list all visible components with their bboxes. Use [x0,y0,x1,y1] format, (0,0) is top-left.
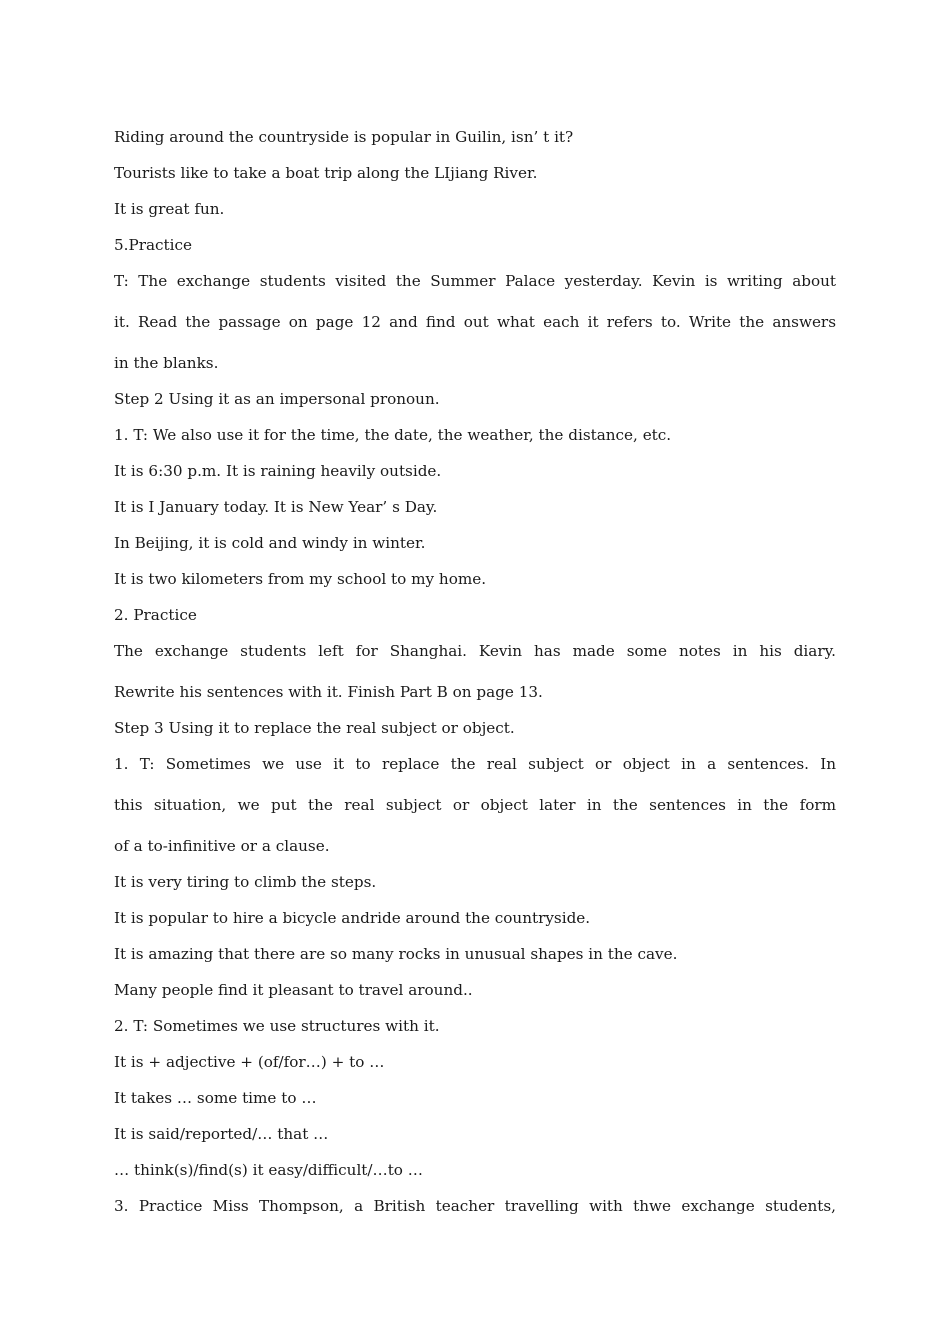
section-heading: 5.Practice [114,236,192,254]
text-line: … think(s)/find(s) it easy/difficult/…to … [114,1161,423,1179]
text-line: Riding around the countryside is popular in Guilin, isn’ t it? [114,128,574,146]
text-line: It is I January today. It is New Year’ s Day. [114,498,438,516]
section-heading: Step 3 Using it to replace the real subject or object. [114,719,515,737]
text-line: Tourists like to take a boat trip along the LIjiang River. [114,164,538,182]
text-line: this situation, we put the real subject or object later in the sentences in the form [114,796,836,814]
text-line: In Beijing, it is cold and windy in winter. [114,534,426,552]
text-line: It is two kilometers from my school to my home. [114,570,487,588]
text-line: Many people find it pleasant to travel around.. [114,981,473,999]
text-line: It is very tiring to climb the steps. [114,873,377,891]
text-line: in the blanks. [114,354,219,372]
text-line: It takes … some time to … [114,1089,317,1107]
text-line: 2. T: Sometimes we use structures with it. [114,1017,440,1035]
section-heading: 2. Practice [114,606,197,624]
text-line: The exchange students left for Shanghai. Kevin has made some notes in his diary. [114,642,836,660]
text-line: Rewrite his sentences with it. Finish Part B on page 13. [114,683,543,701]
text-line: It is popular to hire a bicycle andride around the countryside. [114,909,591,927]
text-line: it. Read the passage on page 12 and find out what each it refers to. Write the answers [114,313,836,331]
text-line: It is great fun. [114,200,225,218]
text-line: 1. T: Sometimes we use it to replace the real subject or object in a sentences. In [114,755,836,773]
text-line: It is said/reported/… that … [114,1125,329,1143]
text-line: It is 6:30 p.m. It is raining heavily outside. [114,462,442,480]
text-line: T: The exchange students visited the Summer Palace yesterday. Kevin is writing about [114,272,836,290]
text-line: 3. Practice Miss Thompson, a British teacher travelling with thwe exchange students, [114,1197,836,1215]
text-line: of a to-infinitive or a clause. [114,837,330,855]
section-heading: Step 2 Using it as an impersonal pronoun. [114,390,440,408]
text-line: It is amazing that there are so many rocks in unusual shapes in the cave. [114,945,678,963]
text-line: It is + adjective + (of/for…) + to … [114,1053,385,1071]
text-line: 1. T: We also use it for the time, the date, the weather, the distance, etc. [114,426,672,444]
